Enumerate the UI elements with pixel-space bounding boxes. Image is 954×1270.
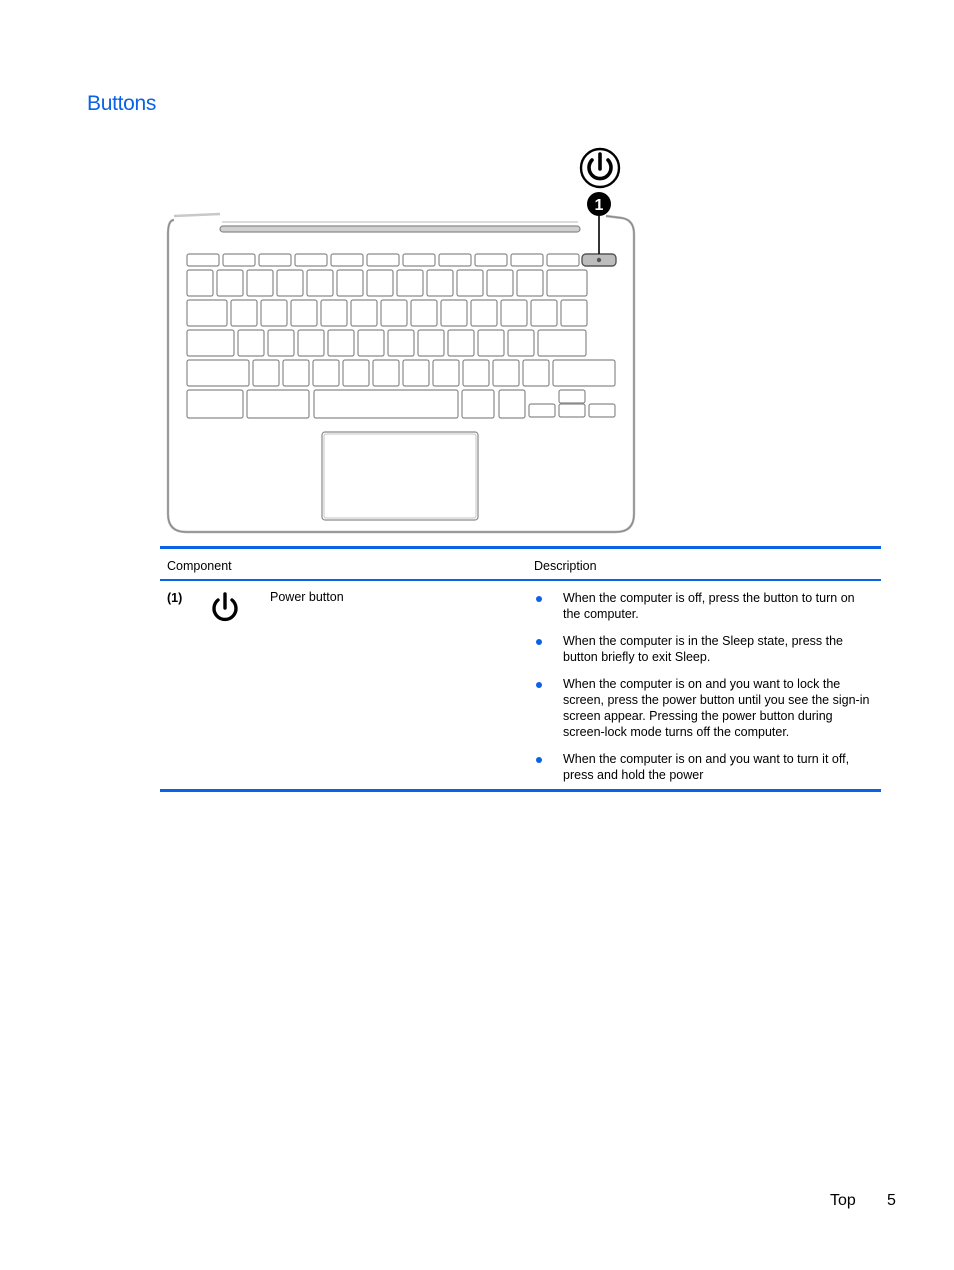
keyboard-key [268,330,294,356]
callout-number: 1 [594,197,604,214]
keyboard-key [328,330,354,356]
keyboard-key [517,270,543,296]
keyboard-key [508,330,534,356]
keyboard-key [559,390,585,403]
bullet-icon [536,596,542,602]
keyboard-key [351,300,377,326]
keyboard-key [561,300,587,326]
keyboard-key [529,404,555,417]
keyboard-key [187,360,249,386]
keyboard-key [523,360,549,386]
header-description: Description [534,559,597,573]
keyboard-key [321,300,347,326]
keyboard-key [331,254,363,266]
keyboard-key [487,270,513,296]
section-heading: Buttons [87,92,157,115]
keyboard-key [367,254,399,266]
description-list [534,590,874,794]
keyboard-key [547,254,579,266]
keyboard-diagram [160,142,650,540]
keyboard-key [187,390,243,418]
keyboard-key [531,300,557,326]
keyboard-key [238,330,264,356]
keyboard-key [295,254,327,266]
bullet-icon [536,639,542,645]
keyboard-key [439,254,471,266]
keyboard-key [457,270,483,296]
list-item: When the computer is in the Sleep state, press the button briefly to exit Sleep. [534,633,874,665]
keyboard-key [448,330,474,356]
keyboard-key [367,270,393,296]
keyboard-key [307,270,333,296]
footer-section-name: Top [830,1192,856,1209]
keyboard-key [462,390,494,418]
keyboard-key [217,270,243,296]
keyboard-key [403,254,435,266]
bullet-icon [536,682,542,688]
keyboard-key [231,300,257,326]
page-number: 5 [887,1192,896,1209]
keyboard-illustration [160,142,650,540]
keyboard-key [538,330,586,356]
keyboard-key [187,300,227,326]
keyboard-key [463,360,489,386]
keyboard-key [187,270,213,296]
keyboard-key [313,360,339,386]
keyboard-key [427,270,453,296]
table-row [160,581,881,789]
keyboard-key [187,330,234,356]
list-item: When the computer is off, press the button to turn on the computer. [534,590,874,622]
keyboard-key [475,254,507,266]
table-header [160,549,881,581]
keyboard-key [277,270,303,296]
keyboard-key [373,360,399,386]
keyboard-key [433,360,459,386]
keyboard-key [253,360,279,386]
keyboard-key [298,330,324,356]
keyboard-key [418,330,444,356]
row-number: (1) [167,591,183,605]
keyboard-key [501,300,527,326]
keyboard-key [247,270,273,296]
keyboard-key [478,330,504,356]
keyboard-key [283,360,309,386]
keyboard-key [471,300,497,326]
keyboard-key [337,270,363,296]
components-table [160,546,881,792]
keyboard-key [358,330,384,356]
keyboard-key [411,300,437,326]
keyboard-key [388,330,414,356]
power-icon [210,591,240,623]
keyboard-key [559,404,585,417]
header-component: Component [167,559,232,573]
keyboard-key [343,360,369,386]
keyboard-key [403,360,429,386]
keyboard-key [511,254,543,266]
keyboard-key [223,254,255,266]
keyboard-key [291,300,317,326]
keyboard-key [259,254,291,266]
bullet-icon [536,757,542,763]
keyboard-key [381,300,407,326]
keyboard-key [499,390,525,418]
keyboard-key [589,404,615,417]
keyboard-key [247,390,309,418]
keyboard-key [547,270,587,296]
keyboard-key [397,270,423,296]
list-item: When the computer is on and you want to lock the screen, press the power button until you see the sign-in screen appear. Pressing the power button during screen-lock mode turns off the computer. [534,676,874,740]
list-item: When the computer is on and you want to turn it off, press and hold the power [534,751,874,783]
component-name: Power button [270,590,344,604]
keyboard-key [314,390,458,418]
keyboard-key [441,300,467,326]
keyboard-key [553,360,615,386]
keyboard-key [187,254,219,266]
power-icon [581,149,619,187]
keyboard-key [261,300,287,326]
keyboard-key [493,360,519,386]
